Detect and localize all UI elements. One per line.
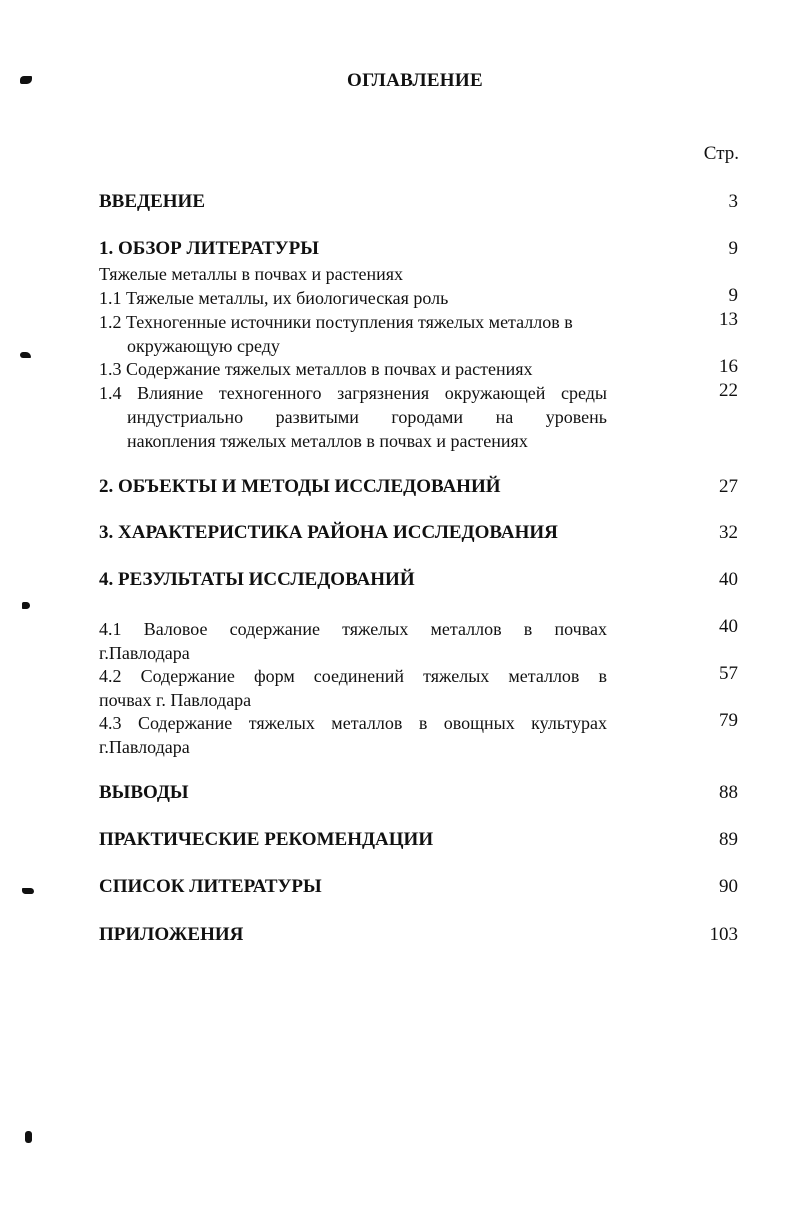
toc-section-1-2-page: 13	[719, 309, 738, 330]
toc-section-4-1[interactable]	[99, 617, 607, 641]
scan-mark	[22, 602, 30, 609]
toc-section-4-3[interactable]	[99, 711, 607, 735]
toc-references[interactable]: СПИСОК ЛИТЕРАТУРЫ	[99, 876, 322, 897]
toc-section-1-4[interactable]	[99, 381, 607, 405]
toc-intro[interactable]: ВВЕДЕНИЕ	[99, 191, 205, 212]
toc-recommendations-page: 89	[719, 829, 738, 850]
scan-mark	[20, 352, 31, 358]
toc-section-1-4-line3[interactable]: накопления тяжелых металлов в почвах и растениях	[127, 431, 528, 451]
toc-section-1-4-page: 22	[719, 380, 738, 401]
toc-chapter-4[interactable]: 4. РЕЗУЛЬТАТЫ ИССЛЕДОВАНИЙ	[99, 569, 415, 590]
toc-chapter-3[interactable]: 3. ХАРАКТЕРИСТИКА РАЙОНА ИССЛЕДОВАНИЯ	[99, 522, 558, 543]
toc-chapter-1-page: 9	[728, 238, 738, 259]
toc-chapter-1[interactable]: 1. ОБЗОР ЛИТЕРАТУРЫ	[99, 238, 319, 259]
toc-chapter-1-subtitle: Тяжелые металлы в почвах и растениях	[99, 264, 403, 284]
toc-section-1-3-page: 16	[719, 356, 738, 377]
toc-section-1-2-cont[interactable]: окружающую среду	[127, 336, 280, 356]
toc-section-4-2-cont[interactable]: почвах г. Павлодара	[99, 690, 252, 710]
toc-section-4-2-line1: 4.2 Содержание форм соединений тяжелых металлов в	[99, 666, 607, 686]
toc-section-4-1-line1: 4.1 Валовое содержание тяжелых металлов в почвах	[99, 619, 607, 639]
toc-recommendations[interactable]: ПРАКТИЧЕСКИЕ РЕКОМЕНДАЦИИ	[99, 829, 434, 850]
toc-chapter-2-page: 27	[719, 476, 738, 497]
toc-section-4-3-line1: 4.3 Содержание тяжелых металлов в овощных культурах	[99, 713, 607, 733]
page-column-label: Стр.	[703, 143, 739, 164]
toc-section-1-1-page: 9	[728, 285, 738, 306]
scan-mark	[25, 1131, 32, 1143]
toc-conclusions-page: 88	[719, 782, 738, 803]
toc-section-4-3-page: 79	[719, 710, 738, 731]
toc-chapter-2[interactable]: 2. ОБЪЕКТЫ И МЕТОДЫ ИССЛЕДОВАНИЙ	[99, 476, 501, 497]
toc-appendices-page: 103	[709, 924, 738, 945]
toc-section-4-1-cont[interactable]: г.Павлодара	[99, 643, 190, 663]
toc-section-1-1[interactable]: 1.1 Тяжелые металлы, их биологическая роль	[99, 288, 449, 308]
toc-section-1-4-line1: 1.4 Влияние техногенного загрязнения окружающей среды	[99, 383, 607, 403]
toc-section-1-2[interactable]: 1.2 Техногенные источники поступления тяжелых металлов в	[99, 312, 573, 332]
toc-chapter-4-page: 40	[719, 569, 738, 590]
toc-section-1-4-line2: индустриально развитыми городами на уровень	[127, 407, 607, 427]
toc-intro-page: 3	[728, 191, 738, 212]
toc-section-4-1-page: 40	[719, 616, 738, 637]
toc-section-1-4-cont[interactable]	[127, 405, 607, 429]
toc-references-page: 90	[719, 876, 738, 897]
toc-appendices[interactable]: ПРИЛОЖЕНИЯ	[99, 924, 244, 945]
toc-section-4-2-page: 57	[719, 663, 738, 684]
scan-mark	[22, 888, 34, 894]
page-title: ОГЛАВЛЕНИЕ	[347, 70, 483, 91]
toc-section-1-3[interactable]: 1.3 Содержание тяжелых металлов в почвах и растениях	[99, 359, 533, 379]
toc-section-4-3-cont[interactable]: г.Павлодара	[99, 737, 190, 757]
toc-section-4-2[interactable]	[99, 664, 607, 688]
toc-conclusions[interactable]: ВЫВОДЫ	[99, 782, 189, 803]
toc-chapter-3-page: 32	[719, 522, 738, 543]
